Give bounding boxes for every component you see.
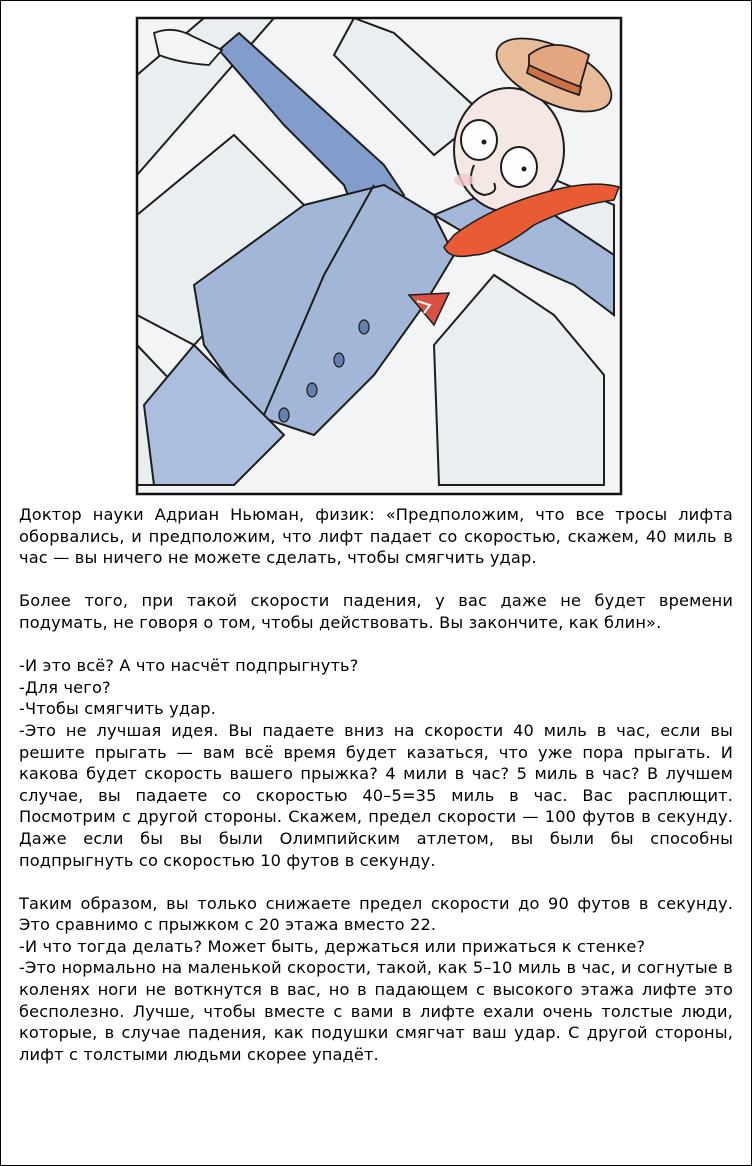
dialogue-line: -И это всё? А что насчёт подпрыгнуть? [19,656,359,676]
paragraph-gap [19,569,733,591]
paragraph-gap [19,871,733,893]
dialogue-line: -Чтобы смягчить удар. [19,699,216,719]
dialogue-line: Таким образом, вы только снижаете предел скорости до 90 футов в секунду. Это сравнимо с прыжком с 20 этажа вместо 22. [19,893,733,935]
article-text [19,504,733,1065]
paragraph-intro: Доктор науки Адриан Ньюман, физик: «Предположим, что все тросы лифта оборвались, и предположим, что лифт падает со скоростью, скажем, 40 миль в час — вы ничего не можете сделать, чтобы смягчить удар. [19,505,733,568]
illustration-svg [134,15,624,497]
dialogue-line: -Для чего? [19,677,111,697]
falling-man-illustration [134,15,624,497]
dialogue-line: -Это не лучшая идея. Вы падаете вниз на скорости 40 миль в час, если вы решите прыгать — вам всё время будет казаться, что уже пора прыгать. И какова будет скорость вашего прыжка? 4 мили в час? 5 миль в час? В лучшем случае, вы падаете со скоростью 40–5=35 миль в час. Вас расплющит. Посмотрим с другой стороны. Скажем, предел скорости — 100 футов в секунду. Даже если бы вы были Олимпийским атлетом, вы были бы способны подпрыгнуть со скоростью 10 футов в секунду. [19,720,733,870]
paragraph-pancake: Более того, при такой скорости падения, у вас даже не будет времени подумать, не говоря о том, чтобы действовать. Вы закончите, как блин». [19,591,733,632]
dialogue-line: -Это нормально на маленькой скорости, такой, как 5–10 миль в час, и согнутые в коленях ноги не воткнутся в вас, но в падающем с высокого этажа лифте это бесполезно. Лучше, чтобы вместе с вами в лифте ехали очень толстые люди, которые, в случае падения, как подушки смягчат ваш удар. С другой стороны, лифт с толстыми людьми скорее упадёт. [19,958,733,1064]
paragraph-gap [19,634,733,656]
dialogue-line: -И что тогда делать? Может быть, держаться или прижаться к стенке? [19,936,646,956]
